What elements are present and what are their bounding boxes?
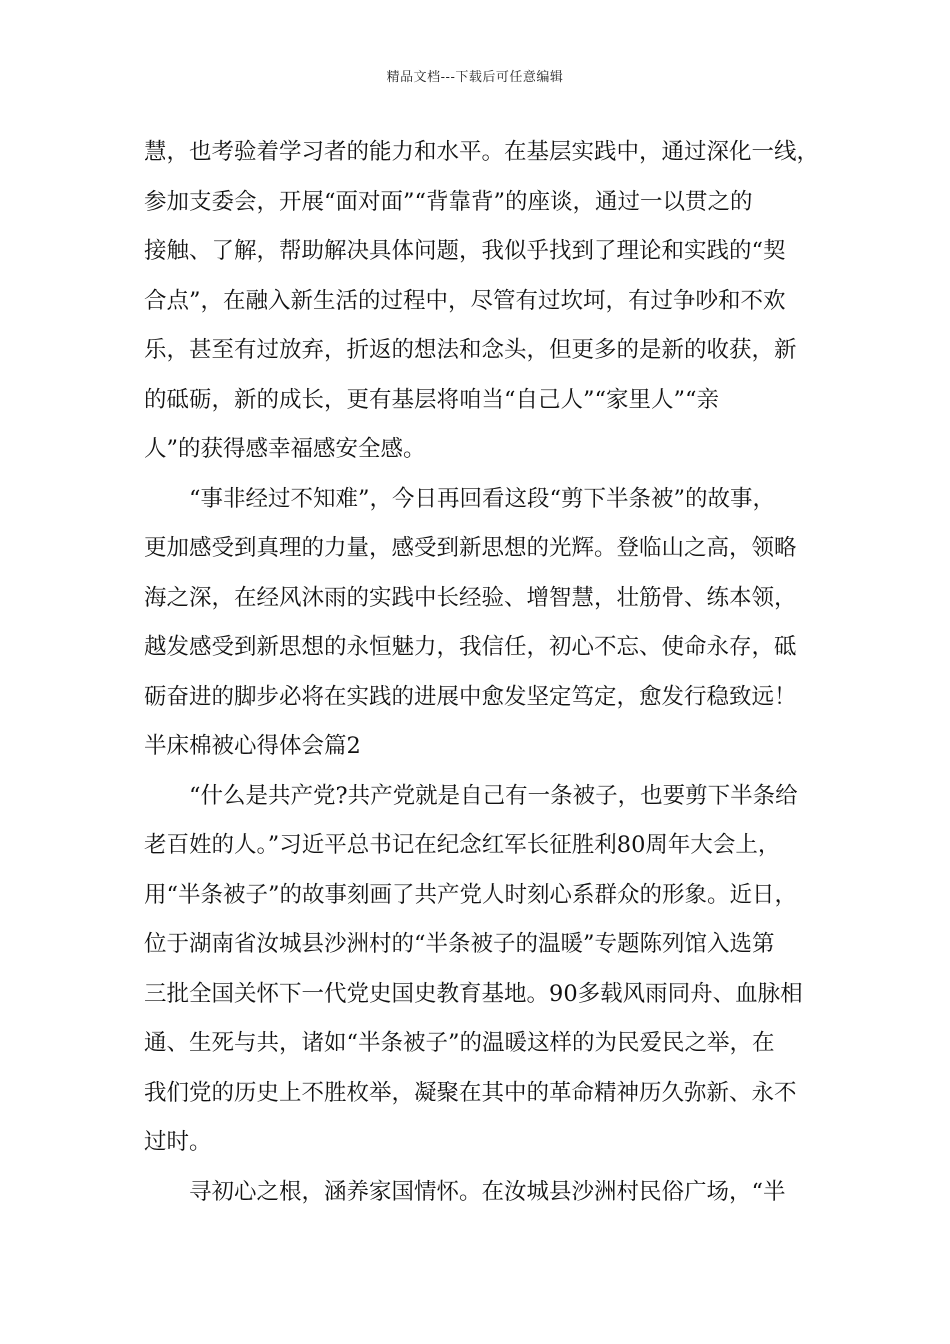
text-line: 过时。 bbox=[144, 1129, 212, 1155]
text-line: 我们党的历史上不胜枚举，凝聚在其中的革命精神历久弥新、永不 bbox=[144, 1079, 797, 1106]
text-line: 乐，甚至有过放弃，折返的想法和念头，但更多的是新的收获，新 bbox=[144, 337, 797, 363]
text-line: 通、生死与共，诸如“半条被子”的温暖这样的为民爱民之举，在 bbox=[144, 1030, 775, 1056]
text-line: 的砥砺，新的成长，更有基层将咱当“自己人”“家里人”“亲 bbox=[144, 386, 720, 413]
text-line: 位于湖南省汝城县沙洲村的“半条被子的温暖”专题陈列馆入选第 bbox=[144, 931, 775, 957]
text-line: 人”的获得感幸福感安全感。 bbox=[144, 436, 426, 462]
text-line: 老百姓的人。”习近平总书记在纪念红军长征胜利80周年大会上， bbox=[144, 832, 781, 858]
text-line: 砺奋进的脚步必将在实践的进展中愈发坚定笃定，愈发行稳致远！ bbox=[144, 683, 797, 710]
document-body bbox=[144, 128, 820, 1217]
text-line: “事非经过不知难”，今日再回看这段“剪下半条被”的故事， bbox=[189, 485, 776, 512]
text-line: 接触、了解，帮助解决具体问题，我似乎找到了理论和实践的“契 bbox=[144, 238, 786, 264]
text-line: 三批全国关怀下一代党史国史教育基地。90多载风雨同舟、血脉相 bbox=[144, 980, 803, 1007]
text-line: “什么是共产党?共产党就是自己有一条被子，也要剪下半条给 bbox=[189, 782, 798, 809]
text-line: 参加支委会，开展“面对面”“背靠背”的座谈，通过一以贯之的 bbox=[144, 188, 753, 215]
text-line: 合点”，在融入新生活的过程中，尽管有过坎坷，有过争吵和不欢 bbox=[144, 287, 786, 314]
text-line: 寻初心之根，涵养家国情怀。在汝城县沙洲村民俗广场，“半 bbox=[189, 1178, 786, 1205]
page-header: 精品文档---下载后可任意编辑 bbox=[386, 70, 564, 85]
text-line: 半床棉被心得体会篇2 bbox=[144, 733, 361, 759]
text-line: 越发感受到新思想的永恒魅力，我信任，初心不忘、使命永存，砥 bbox=[144, 634, 797, 660]
text-line: 海之深，在经风沐雨的实践中长经验、增智慧，壮筋骨、练本领， bbox=[144, 584, 797, 611]
text-line: 慧，也考验着学习者的能力和水平。在基层实践中，通过深化一线， bbox=[144, 139, 820, 165]
text-line: 用“半条被子”的故事刻画了共产党人时刻心系群众的形象。近日， bbox=[144, 881, 798, 908]
text-line: 更加感受到真理的力量，感受到新思想的光辉。登临山之高，领略 bbox=[144, 535, 797, 561]
